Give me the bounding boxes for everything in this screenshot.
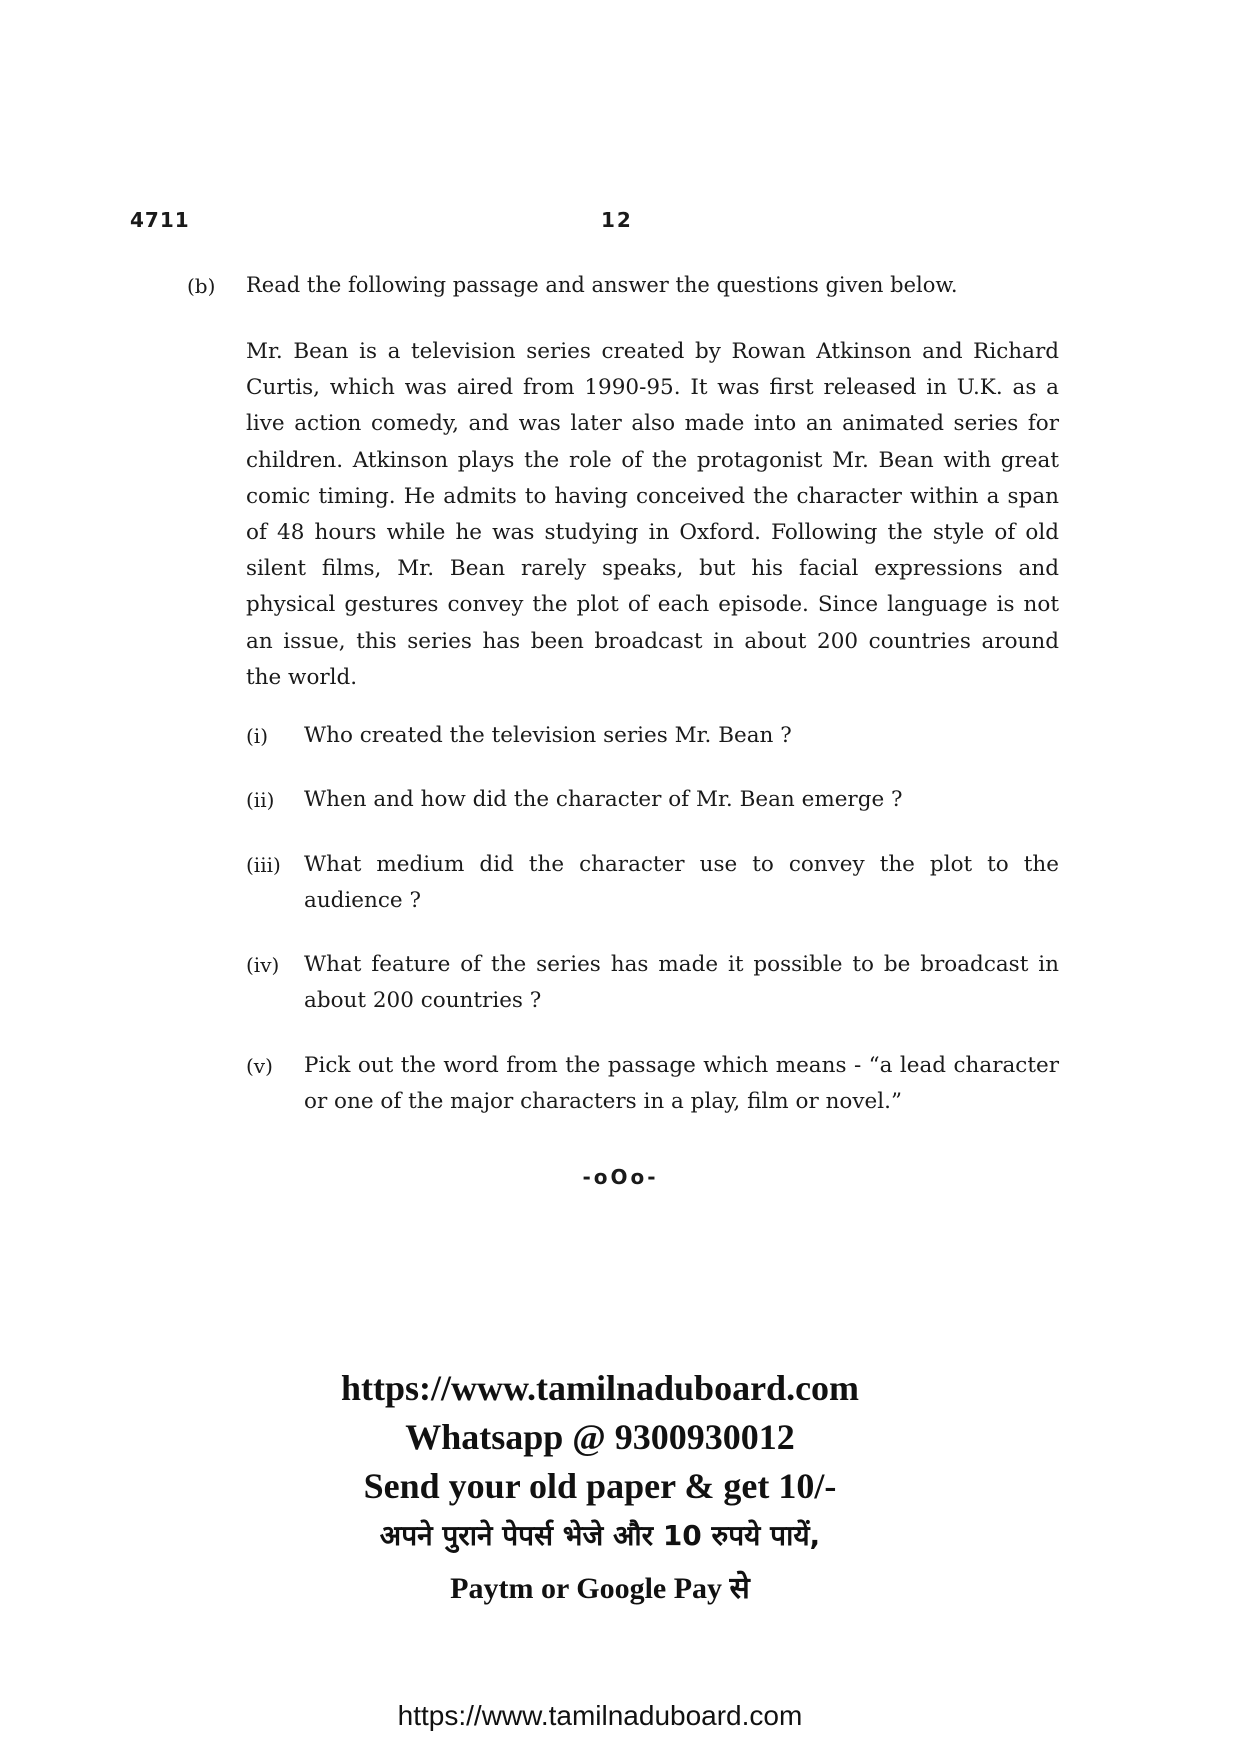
promo-whatsapp: Whatsapp @ 9300930012 [405,1417,795,1457]
sub-question-number: (ii) [246,788,275,812]
sub-question-number: (iv) [246,953,280,977]
sub-question-text: What feature of the series has made it possible to be broadcast in about 200 countries ? [304,952,1059,1014]
sub-question-text: Who created the television series Mr. Bean ? [304,723,792,748]
reading-passage: Mr. Bean is a television series created by Rowan Atkinson and Richard Curtis, which was aired from 1990-95. It was first released in U.K. as a live action comedy, and was later also made into an animated series for children. Atkinson plays the role of the protagonist Mr. Bean with great comic timing. He admits to having conceived the character within a span of 48 hours while he was studying in Oxford. Following the style of old silent films, Mr. Bean rarely speaks, but his facial expressions and physical gestures convey the plot of each episode. Since language is not an issue, this series has been broadcast in about 200 countries around the world. [246,339,1059,690]
sub-question-number: (iii) [246,853,281,877]
paper-code: 4711 [130,208,190,232]
page-number: 12 [601,208,633,232]
question-label: (b) [187,274,216,298]
end-of-paper-mark: -oOo- [582,1165,659,1189]
sub-question-number: (i) [246,724,269,748]
promo-payment: Paytm or Google Pay से [450,1572,750,1605]
promo-hindi-line: अपने पुराने पेपर्स भेजे और 10 रुपये पायें, [379,1519,821,1552]
promo-send-offer: Send your old paper & get 10/- [363,1466,837,1506]
sub-question-text: When and how did the character of Mr. Bean emerge ? [304,787,903,812]
question-instruction: Read the following passage and answer the questions given below. [246,273,958,297]
footer-url[interactable]: https://www.tamilnaduboard.com [397,1700,803,1731]
promo-url[interactable]: https://www.tamilnaduboard.com [340,1368,860,1408]
sub-question-number: (v) [246,1054,273,1078]
sub-question-text: What medium did the character use to convey the plot to the audience ? [304,852,1059,914]
sub-question-text: Pick out the word from the passage which means - “a lead character or one of the major characters in a play, film or novel.” [304,1053,1059,1115]
